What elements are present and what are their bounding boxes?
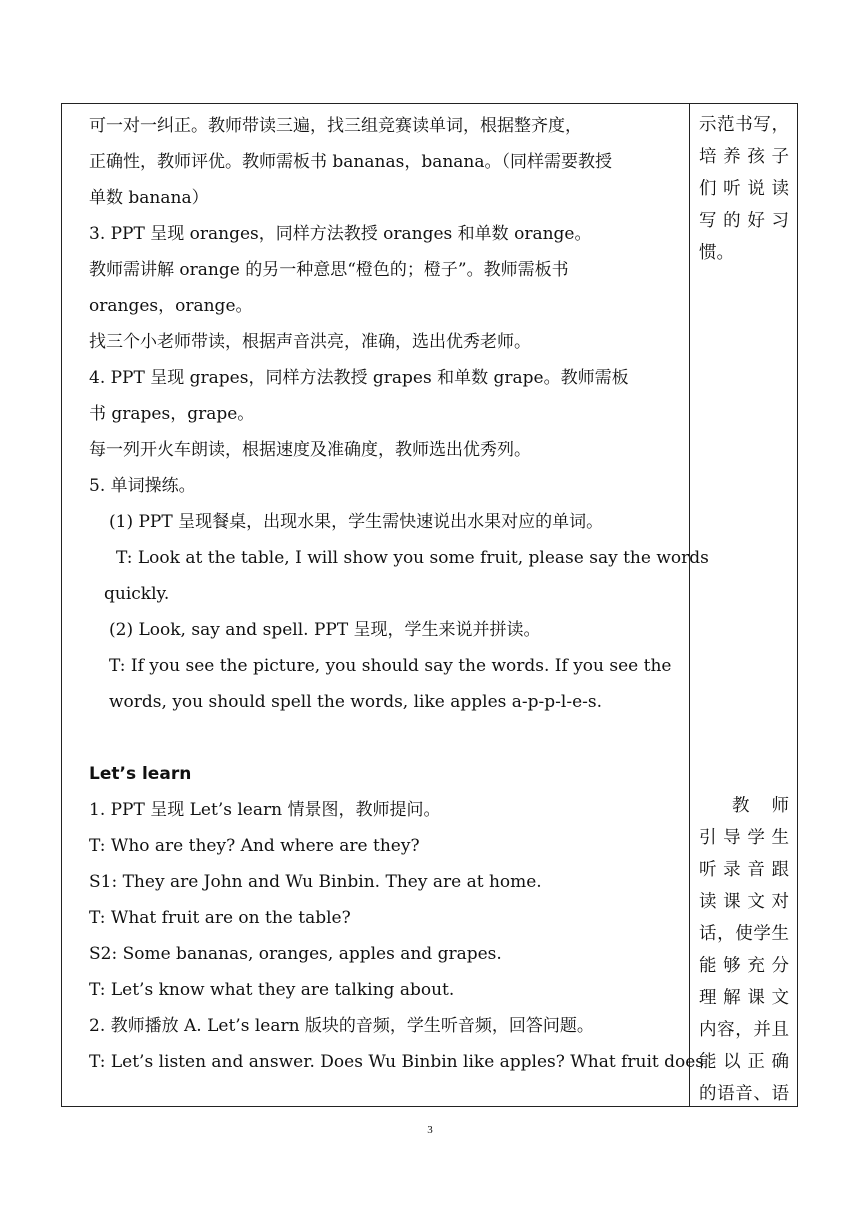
body-line: 每一列开火车朗读，根据速度及准确度，教师选出优秀列。 (89, 440, 531, 460)
body-line: T: Who are they? And where are they? (89, 836, 420, 856)
note-line: 培 养 孩 子 (699, 147, 789, 167)
body-line: S1: They are John and Wu Binbin. They are at home. (89, 872, 542, 892)
body-line: 3. PPT 呈现 oranges，同样方法教授 oranges 和单数 orange。 (89, 224, 592, 244)
note-line: 惯 。 (699, 243, 734, 263)
body-line: T: If you see the picture, you should say the words. If you see the (109, 656, 672, 676)
body-line: T: Let’s know what they are talking about. (89, 980, 455, 1000)
body-line: T: Let’s listen and answer. Does Wu Binbin like apples? What fruit does (89, 1052, 705, 1072)
note-line: 话 ， 使 学 生 (699, 924, 789, 944)
note-line: 内 容 ， 并 且 (699, 1020, 789, 1040)
note-line: 们 听 说 读 (699, 179, 789, 199)
body-line: (1) PPT 呈现餐桌，出现水果，学生需快速说出水果对应的单词。 (109, 512, 604, 532)
body-line: 单数 banana） (89, 188, 209, 208)
body-line: 书 grapes，grape。 (89, 404, 255, 424)
note-line: 读 课 文 对 (699, 892, 789, 912)
column-divider (689, 104, 690, 1106)
body-line: quickly. (104, 584, 170, 604)
page-number: 3 (427, 1124, 433, 1136)
body-line: words, you should spell the words, like apples a-p-p-l-e-s. (109, 692, 603, 712)
note-line: 能 以 正 确 (699, 1052, 789, 1072)
section-heading: Let’s learn (89, 764, 192, 784)
note-line: 示 范 书 写 ， (699, 115, 789, 135)
note-line: 写 的 好 习 (699, 211, 789, 231)
body-line: 2. 教师播放 A. Let’s learn 版块的音频，学生听音频，回答问题。 (89, 1016, 594, 1036)
note-line: 引 导 学 生 (699, 828, 789, 848)
note-line: 的 语 音 、 语 (699, 1084, 789, 1104)
body-line: 正确性，教师评优。教师需板书 bananas，banana。（同样需要教授 (89, 152, 612, 172)
body-line: 4. PPT 呈现 grapes，同样方法教授 grapes 和单数 grape。教师需板 (89, 368, 629, 388)
lesson-table (61, 103, 798, 1107)
body-line: T: What fruit are on the table? (89, 908, 351, 928)
note-line: 听 录 音 跟 (699, 860, 789, 880)
body-line: 5. 单词操练。 (89, 476, 196, 496)
body-line: oranges，orange。 (89, 296, 253, 316)
note-line: 能 够 充 分 (699, 956, 789, 976)
note-line: 教 师 (732, 796, 789, 816)
body-line: S2: Some bananas, oranges, apples and grapes. (89, 944, 502, 964)
body-line: 教师需讲解 orange 的另一种意思“橙色的；橙子”。教师需板书 (89, 260, 569, 280)
body-line: 找三个小老师带读，根据声音洪亮，准确，选出优秀老师。 (89, 332, 531, 352)
body-line: (2) Look, say and spell. PPT 呈现，学生来说并拼读。 (109, 620, 541, 640)
body-line: T: Look at the table, I will show you some fruit, please say the words (116, 548, 709, 568)
body-line: 1. PPT 呈现 Let’s learn 情景图，教师提问。 (89, 800, 441, 820)
note-line: 理 解 课 文 (699, 988, 789, 1008)
body-line: 可一对一纠正。教师带读三遍，找三组竞赛读单词，根据整齐度， (89, 116, 582, 136)
